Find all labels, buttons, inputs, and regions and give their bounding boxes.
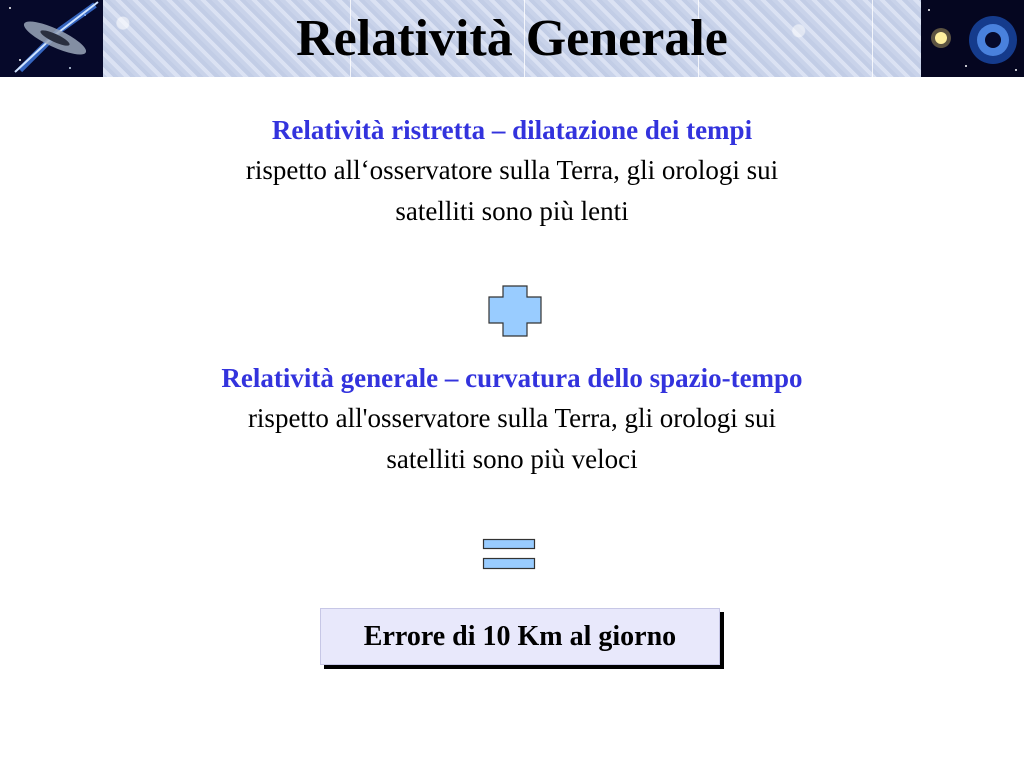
special-relativity-heading: Relatività ristretta – dilatazione dei tempi bbox=[271, 115, 753, 145]
result-box bbox=[320, 608, 720, 665]
slide-title: Relatività Generale bbox=[296, 10, 728, 67]
special-relativity-text-line2: satelliti sono più lenti bbox=[395, 196, 629, 226]
general-relativity-text-line2: satelliti sono più veloci bbox=[386, 444, 638, 474]
result-text: Errore di 10 Km al giorno bbox=[363, 620, 677, 652]
general-relativity-text-line1: rispetto all'osservatore sulla Terra, gli orologi sui bbox=[247, 403, 777, 433]
general-relativity-section bbox=[0, 361, 1024, 483]
header-banner bbox=[0, 0, 1024, 77]
equals-icon bbox=[482, 538, 538, 577]
plus-icon bbox=[487, 285, 543, 342]
general-relativity-heading: Relatività generale – curvatura dello spazio-tempo bbox=[221, 363, 803, 393]
special-relativity-section bbox=[0, 113, 1024, 235]
special-relativity-text-line1: rispetto all‘osservatore sulla Terra, gli orologi sui bbox=[245, 155, 779, 185]
